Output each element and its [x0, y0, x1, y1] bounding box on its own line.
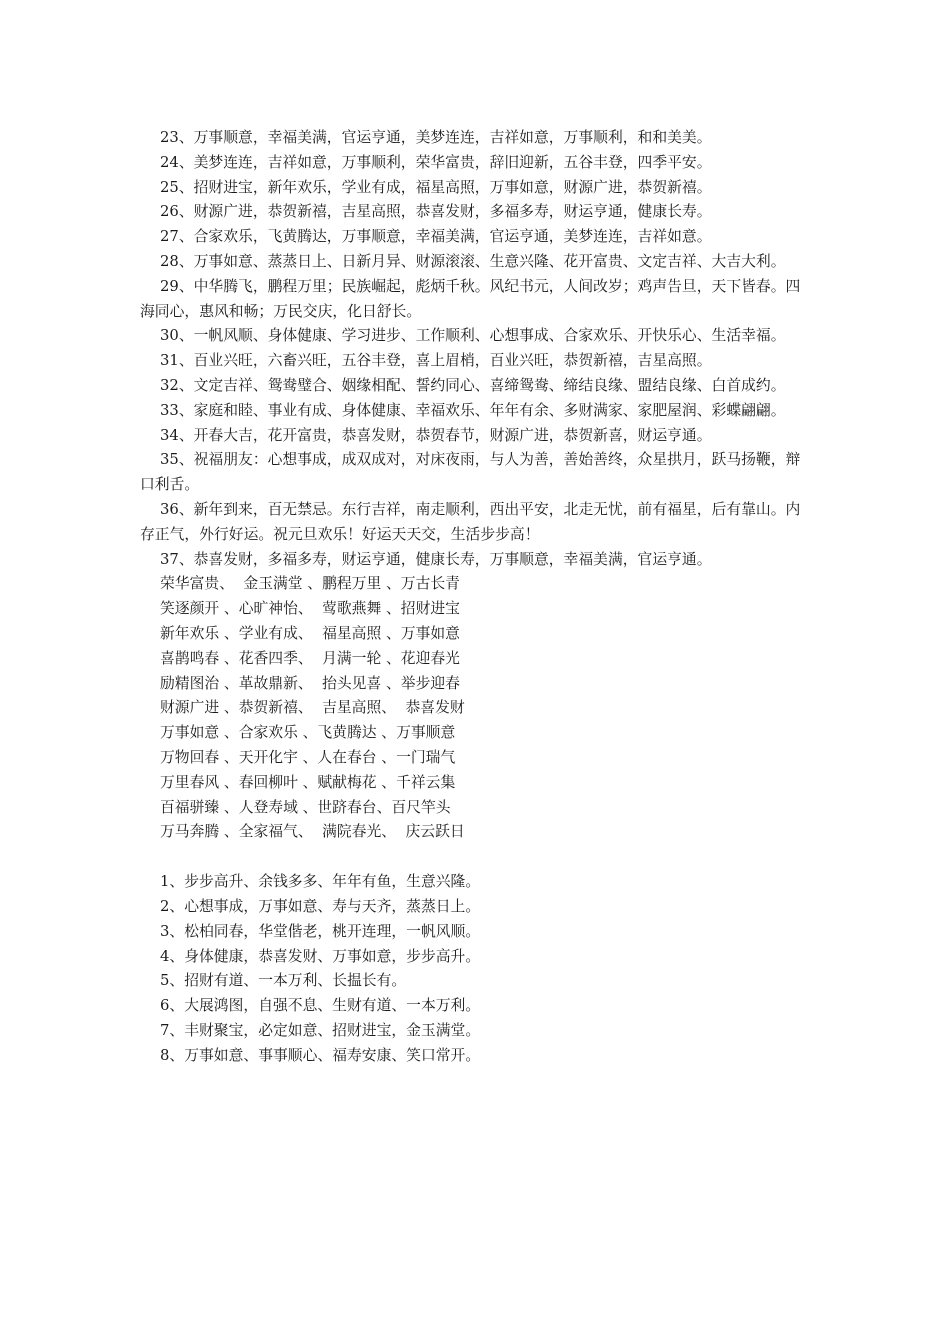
- phrase-row: 笑逐颜开 、心旷神怡、 莺歌燕舞 、招财进宝: [160, 600, 460, 618]
- phrase-row: 万事如意 、合家欢乐 、飞黄腾达 、万事顺意: [160, 724, 456, 742]
- blessing-paragraphs: [140, 126, 812, 572]
- blessing-paragraph: 37、恭喜发财，多福多寿，财运亨通，健康长寿，万事顺意，幸福美满，官运亨通。: [160, 550, 712, 568]
- four-character-phrase-list: [140, 572, 812, 845]
- document-body: [140, 126, 812, 1068]
- phrase-row: 万马奔腾 、全家福气、 满院春光、 庆云跃日: [160, 823, 465, 841]
- list-item: 8、万事如意、事事顺心、福寿安康、笑口常开。: [160, 1046, 481, 1064]
- list-item: 3、松柏同春，华堂偕老，桃开连理，一帆风顺。: [160, 922, 481, 940]
- phrase-row: 荣华富贵、 金玉满堂 、鹏程万里 、万古长青: [160, 575, 460, 593]
- blessing-paragraph: 27、合家欢乐，飞黄腾达，万事顺意，幸福美满，官运亨通，美梦连连，吉祥如意。: [160, 228, 712, 246]
- list-item: 7、丰财聚宝，必定如意、招财进宝，金玉满堂。: [160, 1021, 481, 1039]
- blank-line: [140, 845, 812, 870]
- blessing-paragraph: 30、一帆风顺、身体健康、学习进步、工作顺利、心想事成、合家欢乐、开快乐心、生活幸福。: [160, 327, 786, 345]
- blessing-paragraph: 31、百业兴旺，六畜兴旺，五谷丰登，喜上眉梢，百业兴旺，恭贺新禧，吉星高照。: [160, 352, 712, 370]
- list-item: 1、步步高升、余钱多多、年年有鱼，生意兴隆。: [160, 873, 481, 891]
- list-item: 6、大展鸿图，自强不息、生财有道、一本万利。: [160, 997, 481, 1015]
- blessing-paragraph: 29、中华腾飞，鹏程万里；民族崛起，彪炳千秋。风纪书元，人间改岁；鸡声告旦，天下皆春。四海同心，惠风和畅；万民交庆，化日舒长。: [140, 277, 801, 320]
- blessing-paragraph: 36、新年到来，百无禁忌。东行吉祥，南走顺利，西出平安，北走无忧，前有福星，后有靠山。内存正气，外行好运。祝元旦欢乐！好运天天交，生活步步高！: [140, 500, 801, 543]
- blessing-paragraph: 28、万事如意、蒸蒸日上、日新月异、财源滚滚、生意兴隆、花开富贵、文定吉祥、大吉大利。: [160, 252, 786, 270]
- blessing-paragraph: 33、家庭和睦、事业有成、身体健康、幸福欢乐、年年有余、多财满家、家肥屋润、彩蝶翩翩。: [160, 401, 786, 419]
- phrase-row: 新年欢乐 、学业有成、 福星高照 、万事如意: [160, 624, 460, 642]
- phrase-row: 百福骈臻 、人登寿域 、世跻春台、百尺竿头: [160, 798, 451, 816]
- blessing-paragraph: 26、财源广进，恭贺新禧，吉星高照，恭喜发财，多福多寿，财运亨通，健康长寿。: [160, 203, 712, 221]
- blessing-paragraph: 34、开春大吉，花开富贵，恭喜发财，恭贺春节，财源广进，恭贺新喜，财运亨通。: [160, 426, 712, 444]
- blessing-paragraph: 35、祝福朋友：心想事成，成双成对，对床夜雨，与人为善，善始善终，众星拱月，跃马扬鞭，辩口利舌。: [140, 451, 801, 494]
- phrase-row: 财源广进 、恭贺新禧、 吉星高照、 恭喜发财: [160, 699, 465, 717]
- list-item: 2、心想事成，万事如意、寿与天齐，蒸蒸日上。: [160, 897, 481, 915]
- blessing-paragraph: 25、招财进宝，新年欢乐，学业有成，福星高照，万事如意，财源广进，恭贺新禧。: [160, 178, 712, 196]
- phrase-row: 万里春风 、春回柳叶 、赋献梅花 、千祥云集: [160, 773, 456, 791]
- phrase-row: 喜鹊鸣春 、花香四季、 月满一轮 、花迎春光: [160, 649, 460, 667]
- list-item: 4、身体健康，恭喜发财、万事如意，步步高升。: [160, 947, 481, 965]
- phrase-row: 励精图治 、革故鼎新、 抬头见喜 、举步迎春: [160, 674, 460, 692]
- numbered-blessing-list: [140, 870, 812, 1068]
- blessing-paragraph: 24、美梦连连，吉祥如意，万事顺利，荣华富贵，辞旧迎新，五谷丰登，四季平安。: [160, 153, 712, 171]
- blessing-paragraph: 32、文定吉祥、鸳鸯璧合、姻缘相配、誓约同心、喜缔鸳鸯、缔结良缘、盟结良缘、白首成约。: [160, 376, 786, 394]
- blessing-paragraph: 23、万事顺意，幸福美满，官运亨通，美梦连连，吉祥如意，万事顺利，和和美美。: [160, 129, 712, 146]
- list-item: 5、招财有道、一本万利、长揾长有。: [160, 972, 407, 990]
- phrase-row: 万物回春 、天开化宇 、人在春台 、一门瑞气: [160, 748, 456, 766]
